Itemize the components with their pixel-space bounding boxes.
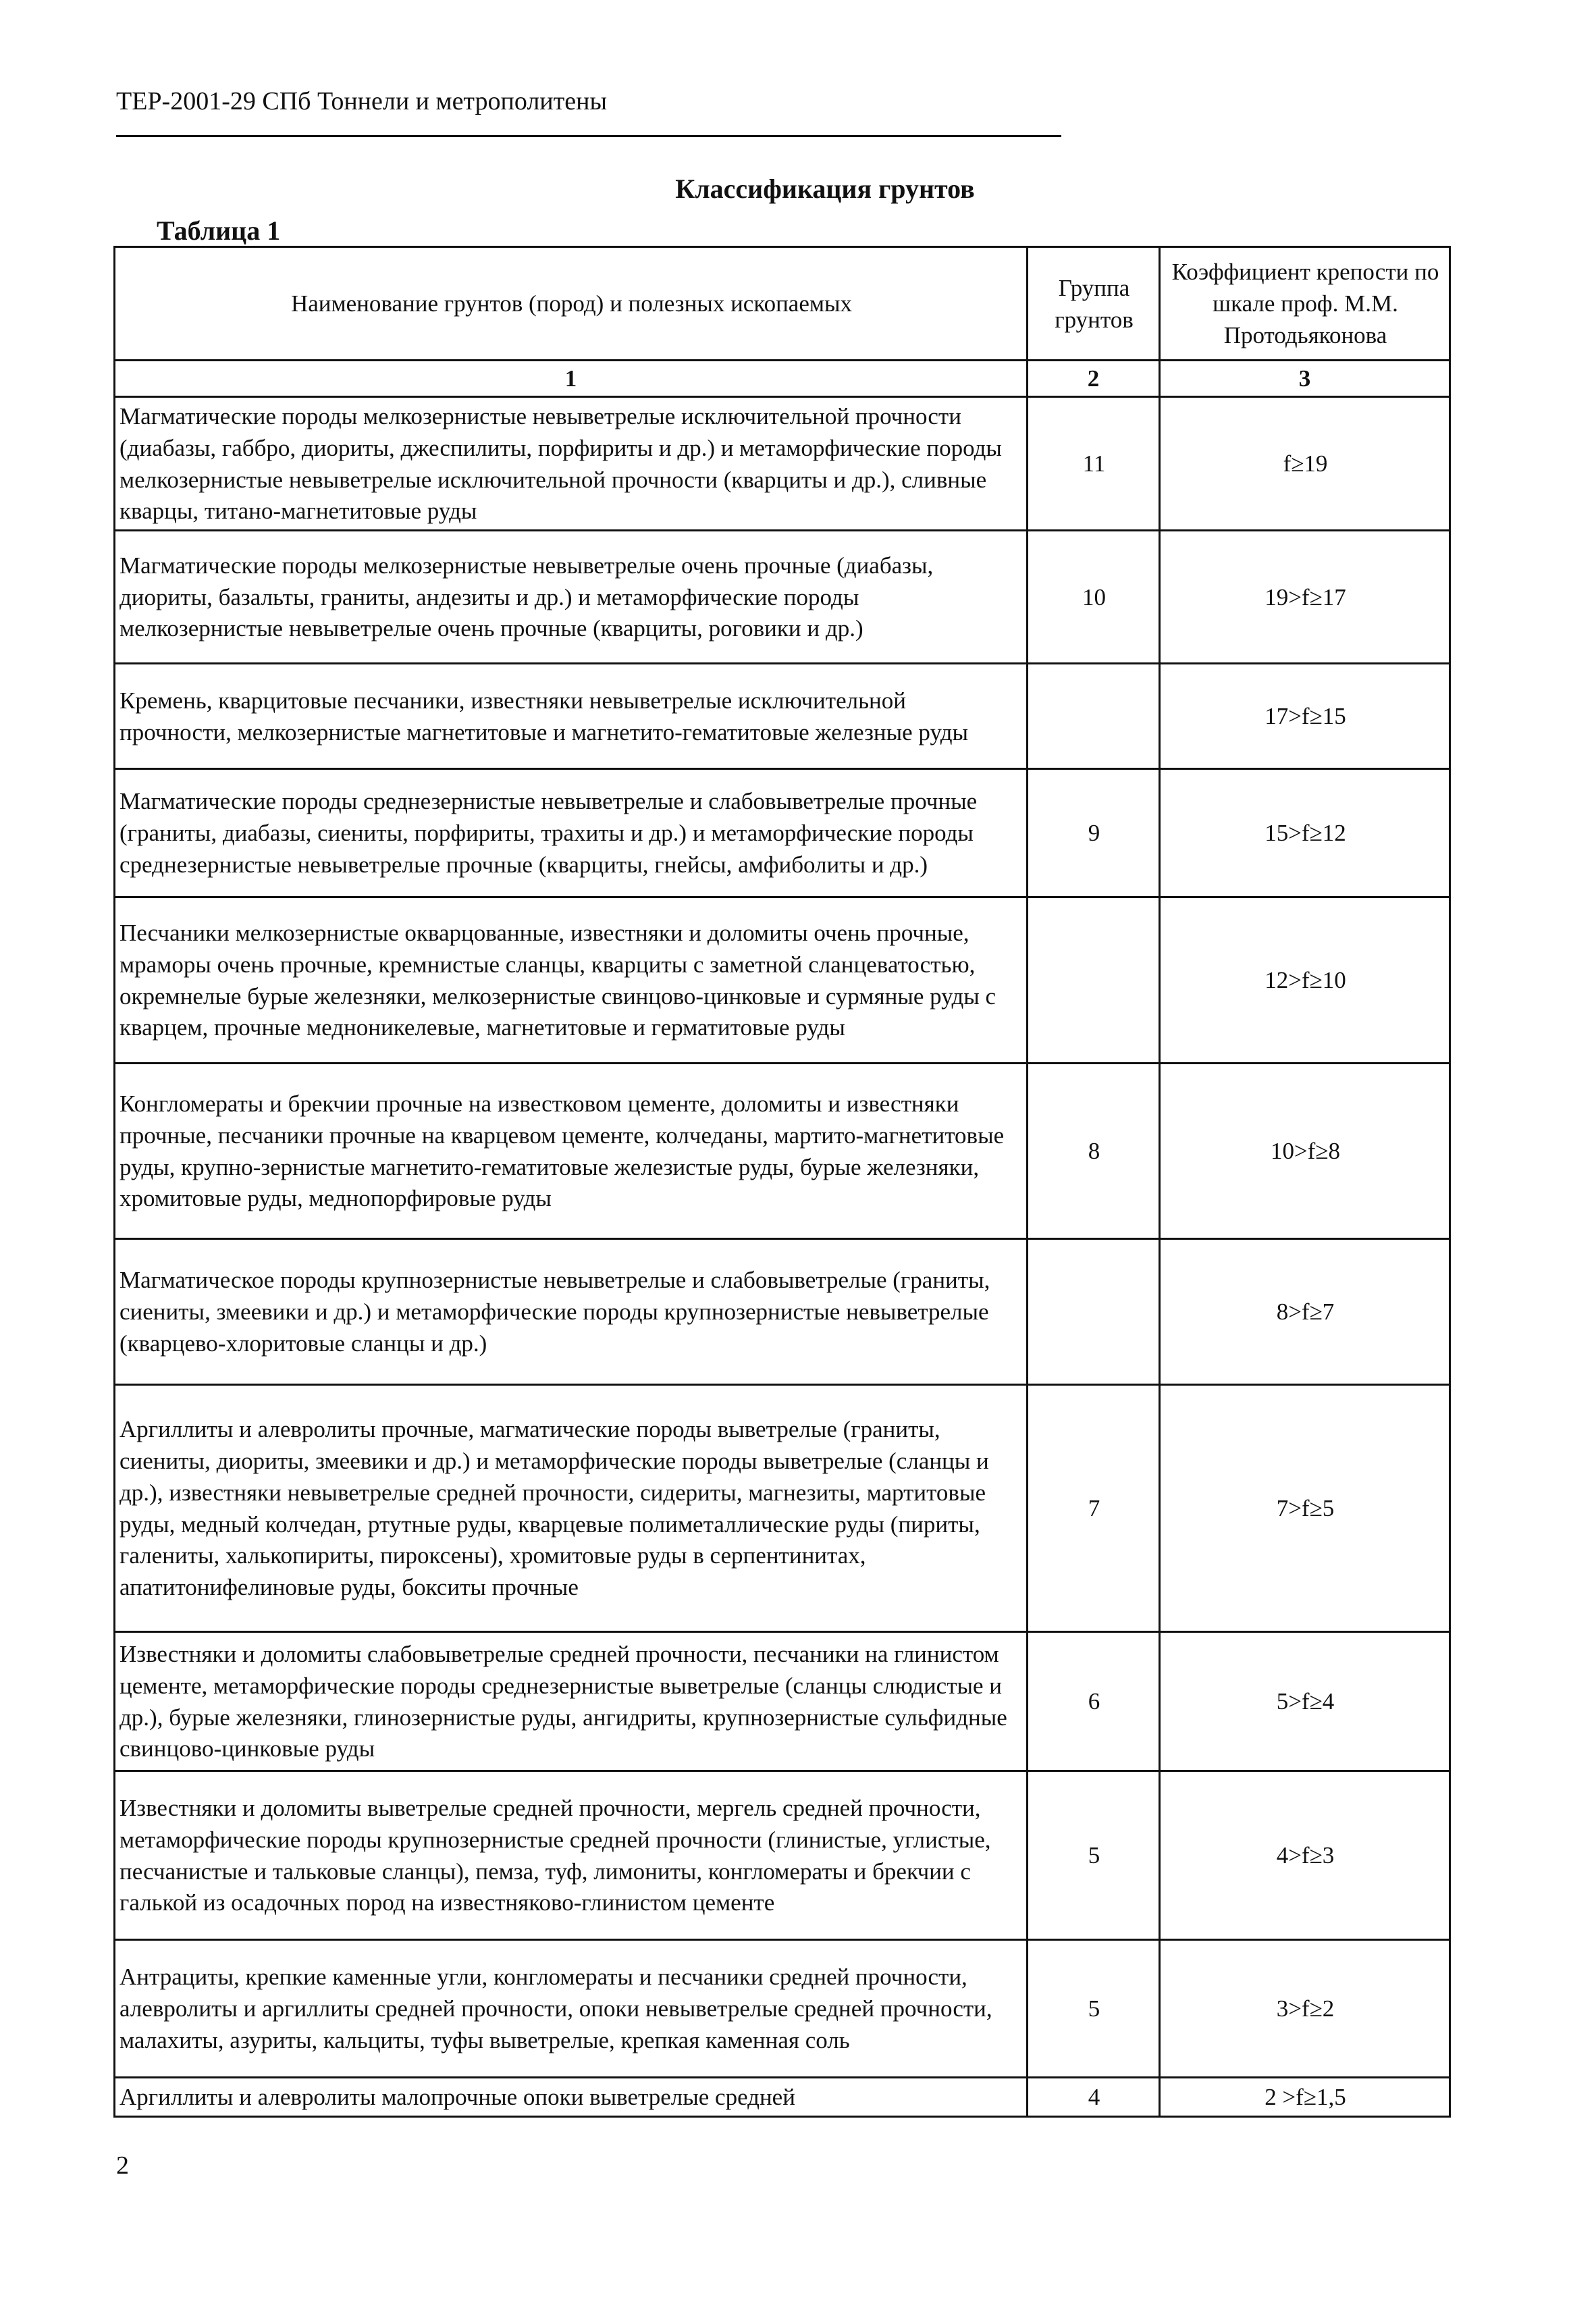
soil-group-cell: 9: [1028, 769, 1160, 897]
soil-group-cell: 10: [1028, 531, 1160, 664]
soil-group-cell: 8: [1028, 1064, 1160, 1239]
column-number-1: 1: [115, 361, 1028, 397]
soil-name-cell: Известняки и доломиты выветрелые средней прочности, мергель средней прочности, метаморфические породы крупнозернистые средней прочности (глинистые, углистые, песчанистые и тальковые сланцы), пемза, туф, лимониты, конгломераты и брекчии с галькой из осадочных пород на известняково-глинистом цементе: [115, 1771, 1028, 1940]
page-number: 2: [116, 2151, 129, 2180]
coefficient-cell: 10>f≥8: [1160, 1064, 1450, 1239]
table-row: [115, 1239, 1450, 1385]
coefficient-cell: 15>f≥12: [1160, 769, 1450, 897]
soil-group-cell: 5: [1028, 1940, 1160, 2078]
document-title: Классификация грунтов: [675, 174, 975, 204]
soil-group-cell: [1028, 1239, 1160, 1385]
soil-name-cell: Магматические породы среднезернистые невыветрелые и слабовыветрелые прочные (граниты, диабазы, сиениты, порфириты, трахиты и др.) и метаморфические породы среднезернистые невыветрелые прочные (кварциты, гнейсы, амфиболиты и др.): [115, 769, 1028, 897]
table-row: [115, 2078, 1450, 2117]
coefficient-cell: 12>f≥10: [1160, 897, 1450, 1064]
soil-group-cell: 7: [1028, 1385, 1160, 1632]
column-number-3: 3: [1160, 361, 1450, 397]
coefficient-cell: f≥19: [1160, 397, 1450, 531]
table-row: [115, 1385, 1450, 1632]
soil-group-cell: 6: [1028, 1632, 1160, 1771]
soil-name-cell: Антрациты, крепкие каменные угли, конгломераты и песчаники средней прочности, алевролиты и аргиллиты средней прочности, опоки невыветрелые средней прочности, малахиты, азуриты, кальциты, туфы выветрелые, крепкая каменная соль: [115, 1940, 1028, 2078]
soil-name-cell: Аргиллиты и алевролиты прочные, магматические породы выветрелые (граниты, сиениты, диориты, змеевики и др.) и метаморфические породы выветрелые (сланцы и др.), известняки невыветрелые средней прочности, сидериты, магнезиты, мартитовые руды, медный колчедан, ртутные руды, кварцевые полиметаллические руды (пириты, галениты, халькопириты, пироксены), хромитовые руды в серпентинитах, апатитонифелиновые руды, бокситы прочные: [115, 1385, 1028, 1632]
table-row: [115, 1632, 1450, 1771]
column-number-2: 2: [1028, 361, 1160, 397]
coefficient-cell: 3>f≥2: [1160, 1940, 1450, 2078]
soil-classification-table: [113, 246, 1451, 2118]
soil-name-cell: Конгломераты и брекчии прочные на известковом цементе, доломиты и известняки прочные, песчаники прочные на кварцевом цементе, колчеданы, мартито-магнетитовые руды, крупно-зернистые магнетито-гематитовые железистые руды, бурые железняки, хромитовые руды, меднопорфировые руды: [115, 1064, 1028, 1239]
table-row: [115, 1771, 1450, 1940]
table-row: [115, 1940, 1450, 2078]
table-row: [115, 531, 1450, 664]
soil-group-cell: 11: [1028, 397, 1160, 531]
coefficient-cell: 17>f≥15: [1160, 664, 1450, 769]
coefficient-cell: 5>f≥4: [1160, 1632, 1450, 1771]
table-row: [115, 769, 1450, 897]
coefficient-cell: 4>f≥3: [1160, 1771, 1450, 1940]
header-rule: [116, 135, 1061, 137]
header-name: Наименование грунтов (пород) и полезных ископаемых: [115, 247, 1028, 361]
soil-name-cell: Известняки и доломиты слабовыветрелые средней прочности, песчаники на глинистом цементе, метаморфические породы среднезернистые выветрелые (сланцы слюдистые и др.), бурые железняки, глинозернистые руды, ангидриты, крупнозернистые сульфидные свинцово-цинковые руды: [115, 1632, 1028, 1771]
soil-group-cell: [1028, 897, 1160, 1064]
soil-group-cell: 5: [1028, 1771, 1160, 1940]
table-row: [115, 1064, 1450, 1239]
coefficient-cell: 8>f≥7: [1160, 1239, 1450, 1385]
soil-name-cell: Аргиллиты и алевролиты малопрочные опоки выветрелые средней: [115, 2078, 1028, 2117]
header-coefficient: Коэффициент крепости по шкале проф. М.М. Протодьяконова: [1160, 247, 1450, 361]
table-row: [115, 397, 1450, 531]
table-header-row: [115, 247, 1450, 361]
table-label: Таблица 1: [157, 215, 281, 246]
running-header: ТЕР-2001-29 СПб Тоннели и метрополитены: [116, 87, 607, 115]
table-row: [115, 664, 1450, 769]
soil-name-cell: Кремень, кварцитовые песчаники, известняки невыветрелые исключительной прочности, мелкозернистые магнетитовые и магнетито-гематитовые железные руды: [115, 664, 1028, 769]
soil-group-cell: 4: [1028, 2078, 1160, 2117]
soil-name-cell: Магматические породы мелкозернистые невыветрелые очень прочные (диабазы, диориты, базальты, граниты, андезиты и др.) и метаморфические породы мелкозернистые невыветрелые очень прочные (кварциты, роговики и др.): [115, 531, 1028, 664]
coefficient-cell: 7>f≥5: [1160, 1385, 1450, 1632]
soil-group-cell: [1028, 664, 1160, 769]
coefficient-cell: 19>f≥17: [1160, 531, 1450, 664]
soil-name-cell: Песчаники мелкозернистые окварцованные, известняки и доломиты очень прочные, мраморы очень прочные, кремнистые сланцы, кварциты с заметной сланцеватостью, окремнелые бурые железняки, мелкозернистые свинцово-цинковые и сурмяные руды с кварцем, прочные медноникелевые, магнетитовые и герматитовые руды: [115, 897, 1028, 1064]
coefficient-cell: 2 >f≥1,5: [1160, 2078, 1450, 2117]
column-number-row: [115, 361, 1450, 397]
table-row: [115, 897, 1450, 1064]
soil-name-cell: Магматическое породы крупнозернистые невыветрелые и слабовыветрелые (граниты, сиениты, змеевики и др.) и метаморфические породы крупнозернистые невыветрелые (кварцево-хлоритовые сланцы и др.): [115, 1239, 1028, 1385]
header-group: Группа грунтов: [1028, 247, 1160, 361]
soil-name-cell: Магматические породы мелкозернистые невыветрелые исключительной прочности (диабазы, габбро, диориты, джеспилиты, порфириты и др.) и метаморфические породы мелкозернистые невыветрелые исключительной прочности (кварциты и др.), сливные кварцы, титано-магнетитовые руды: [115, 397, 1028, 531]
